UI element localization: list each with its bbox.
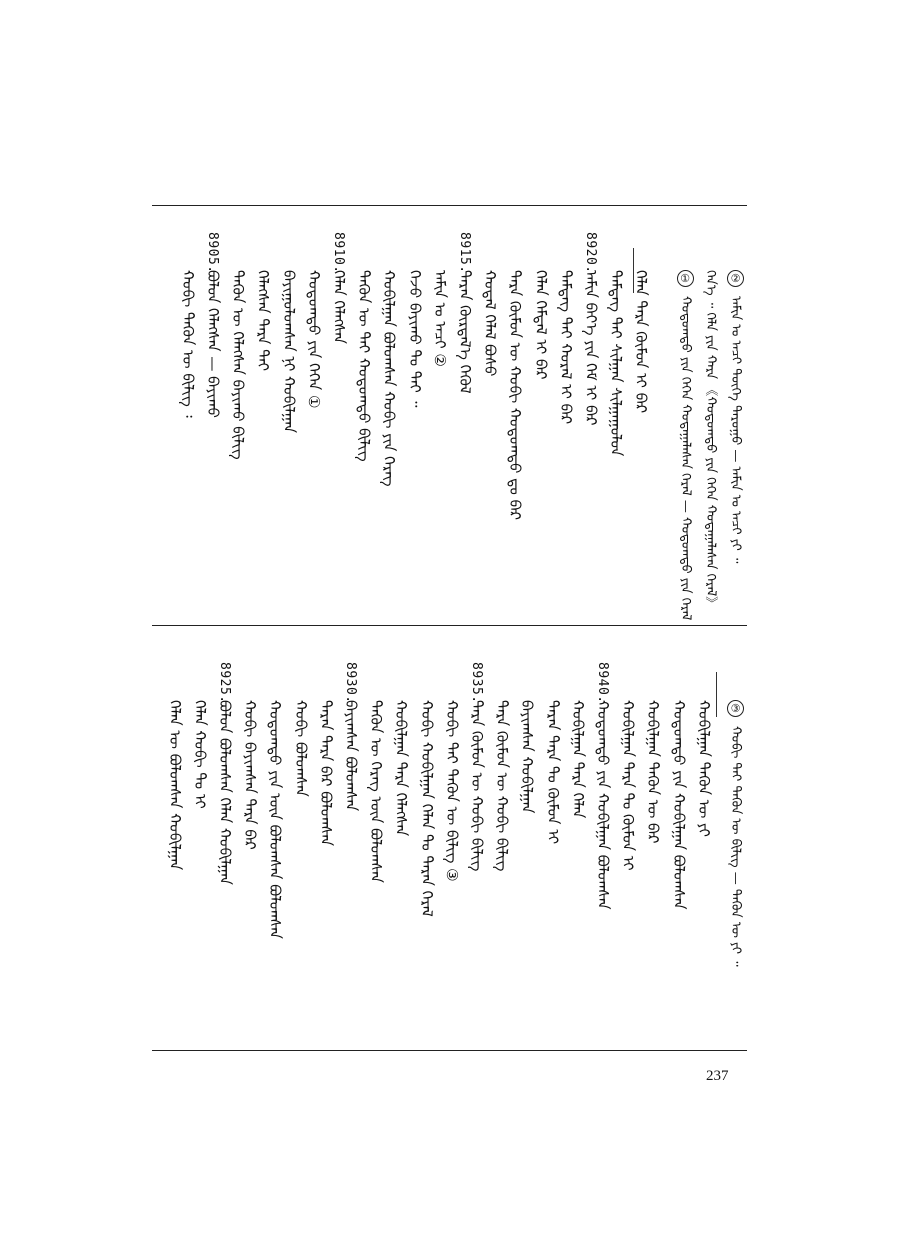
- verse-text: ᠬᠤᠪᠢᠯᠭᠠᠨ ᠲᠡᠷᠡ ᠲᠤ ᠬᠦᠮᠦᠨ ᠢ: [619, 700, 638, 871]
- verse-number: 8905.: [205, 232, 220, 274]
- verse-text: ᠬᠡᠯᠡᠨ ᠭᠡᠮᠲᠡᠯ ᠢ ᠪᠠᠷ: [531, 270, 550, 380]
- verse-text: ᠲᠡᠭᠦᠨ ᠦ ᠬᠡᠷᠡᠭ ᠦᠨ ᠪᠤᠯᠤᠭᠰᠠᠨ: [367, 700, 386, 883]
- verse-text: ᠲᠡᠷᠡ ᠬᠦᠮᠦᠨ ᠦ ᠬᠤᠪᠢ ᠪᠢᠯᠢᠭ: [468, 700, 486, 872]
- footnote-text: ᠠᠮᠢᠨ ᠤ ᠠᠴᠢ ᠲᠦᠭᠡ ᠳᠠᠷᠤᠭᠤ — ᠠᠮᠢᠨ ᠤ ᠠᠴᠢ ᠶᠢ ᠃: [728, 296, 743, 564]
- verse-text: ᠲᠡᠷᠡᠨ ᠲᠡᠷᠡ ᠪᠠᠷ ᠪᠤᠯᠤᠭᠰᠠᠨ: [316, 700, 335, 847]
- verse-text: ᠲᠡᠭᠦᠨ ᠦ ᠬᠡᠯᠡᠭᠰᠡᠨ ᠪᠠᠶᠢᠬᠤ ᠪᠢᠯᠢᠭ: [229, 270, 248, 460]
- footnote-text: ᠬᠤᠲᠤᠭᠲᠤ ᠶᠢᠨ ᠭᠡᠭᠡᠨ ᠬᠤᠲᠠᠭᠠᠯᠠᠰᠠᠨ ᠭᠡᠷᠡᠯ — ᠬᠤᠲᠤᠭᠲᠤ ᠶᠢᠨ ᠭᠡᠷᠡᠯ: [677, 296, 693, 621]
- verse-number: 8925.: [217, 662, 232, 704]
- verse-text: ᠬᠤᠲᠤᠭᠲᠤ ᠶᠢᠨ ᠭᠡᠭᠡᠨ ①: [304, 270, 323, 409]
- verse-text: ᠲᠡᠮᠳᠡᠭ ᠲᠡᠢ ᠰᠢᠯᠭᠠᠨ ᠰᠢᠯᠭᠠᠭᠤᠯᠤᠨ: [607, 270, 626, 457]
- verse-text: ᠬᠤᠲᠤᠭᠲᠤ ᠶᠢᠨ ᠬᠤᠪᠢᠯᠭᠠᠨ ᠪᠤᠯᠤᠭᠰᠠᠨ: [594, 700, 612, 910]
- verse-text: ᠬᠤᠪᠢᠯᠭᠠᠨ ᠪᠤᠯᠤᠭᠰᠠᠨ ᠬᠤᠪᠢ ᠶᠢᠨ ᠬᠡᠷᠡᠭ: [380, 270, 399, 487]
- middle-rule: [152, 625, 747, 626]
- verse-text: ᠲᠡᠮᠳᠡᠭ ᠲᠡᠢ ᠬᠤᠷᠠᠯ ᠢ ᠪᠠᠷ: [556, 270, 575, 425]
- verse-text: ᠬᠤᠳᠠᠯ ᠬᠡᠯᠡᠯ ᠪᠤᠰᠤ: [481, 270, 500, 377]
- verse-number: 8935.: [469, 662, 484, 704]
- verse-number: 8910.: [331, 232, 346, 274]
- verse-text: ᠬᠤᠲᠤᠭᠲᠤ ᠶᠢᠨ ᠬᠤᠪᠢᠯᠭᠠᠨ ᠪᠤᠯᠤᠭᠰᠠᠨ: [669, 700, 688, 910]
- verse-text: ᠬᠡᠯᠡᠨ ᠦ ᠪᠤᠯᠤᠭᠰᠠᠨ ᠬᠤᠪᠢᠯᠭᠠᠨ: [165, 700, 184, 871]
- verse-text: ᠲᠡᠷᠡᠨ ᠬᠦᠷᠲᠡᠯ᠎ᠡ ᠬᠡᠭᠦᠯ: [456, 270, 474, 394]
- page-number: 237: [706, 1068, 729, 1084]
- verse-text: ᠬᠤᠪᠢ ᠲᠡᠢ ᠲᠡᠭᠦᠨ ᠦ ᠪᠢᠯᠢᠭ ③: [442, 700, 461, 882]
- verse-text: ᠬᠤᠪᠢᠯᠭᠠᠨ ᠲᠡᠷᠡ ᠬᠡᠯᠡᠭᠰᠡᠨ: [392, 700, 411, 837]
- footnote-marker: ③: [727, 700, 744, 717]
- verse-text: ᠬᠡᠯᠡᠨ ᠬᠤᠪᠢ ᠲᠤ ᠢ: [190, 700, 209, 809]
- verse-text: ᠠᠮᠢᠨ ᠪᠡᠶ᠎ᠡ ᠶᠢᠨ ᠭᠡᠮ ᠢ ᠪᠠᠷ: [582, 270, 600, 426]
- verse-text: ᠲᠡᠭᠦᠨ ᠦ ᠲᠡᠢ ᠬᠤᠲᠤᠭᠲᠤ ᠪᠢᠯᠢᠭ: [355, 270, 374, 462]
- top-rule: [152, 205, 747, 206]
- footnote-text: ᠬᠤᠪᠢ ᠲᠡᠢ ᠲᠡᠭᠦᠨ ᠦ ᠪᠢᠯᠢᠭ — ᠲᠡᠭᠦᠨ ᠦ ᠶᠢ ᠃: [728, 726, 743, 967]
- verse-text: ᠪᠤᠯᠤᠨ ᠬᠡᠯᠡᠭᠰᠡᠨ — ᠪᠠᠶᠢᠬᠤ: [204, 270, 222, 418]
- verse-text: ᠪᠤᠯᠤᠨ ᠪᠤᠯᠤᠭᠰᠠᠨ ᠬᠡᠯᠡᠨ ᠬᠤᠪᠢᠯᠭᠠᠨ: [216, 700, 234, 885]
- verse-text: ᠬᠤᠪᠢ ᠲᠡᠭᠦᠨ ᠦ ᠪᠢᠯᠢᠭ ᠄: [178, 270, 197, 418]
- footnote-text: ᠭᠡᠨ᠎ᠡ ᠃ ᠬᠡᠯᠡ ᠶᠢᠨ ᠬᠠᠷᠠ 《ᠬᠤᠲᠤᠭᠲᠤ ᠶᠢᠨ ᠭᠡᠭᠡᠨ ᠬᠤᠲᠠᠭᠠᠯᠠᠰᠠᠨ ᠭᠡᠷᠡᠯ》: [702, 270, 718, 610]
- verse-text: ᠲᠡᠷᠡᠨ ᠲᠡᠷᠡ ᠲᠤ ᠬᠦᠮᠦᠨ ᠢ: [543, 700, 562, 845]
- verse-text: ᠪᠠᠶᠢᠭᠰᠠᠨ ᠬᠤᠪᠢᠯᠭᠠᠨ: [518, 700, 537, 814]
- verse-text: ᠪᠠᠶᠢᠭᠰᠠᠨ ᠪᠤᠯᠤᠭᠰᠠᠨ: [342, 700, 360, 812]
- verse-text: ᠬᠤᠲᠤᠭᠲᠤ ᠶᠢᠨ ᠦᠨ ᠪᠤᠯᠤᠭᠰᠠᠨ ᠪᠤᠯᠤᠭᠰᠠᠨ: [266, 700, 285, 939]
- verse-text: ᠲᠡᠷᠡ ᠬᠦᠮᠦᠨ ᠦ ᠬᠤᠪᠢ ᠪᠢᠯᠢᠭ: [493, 700, 512, 872]
- verse-number: 8915.: [457, 232, 472, 274]
- verse-number: 8920.: [583, 232, 598, 274]
- verse-text: ᠬᠤᠪᠢ ᠬᠤᠪᠢᠯᠭᠠᠨ ᠬᠡᠯᠡᠨ ᠲᠤ ᠲᠡᠷᠡᠨ ᠭᠡᠷᠡᠯ: [417, 700, 436, 917]
- verse-text: ᠪᠠᠶᠢᠭᠤᠯᠤᠭᠰᠠᠨ ᠨᠢ ᠬᠤᠪᠢᠯᠭᠠᠨ: [279, 270, 298, 434]
- verse-text: ᠲᠡᠷᠡ ᠬᠦᠮᠦᠨ ᠦ ᠬᠤᠪᠢ ᠬᠤᠲᠤᠭᠲᠤ ᠳᠤ ᠪᠠᠷ: [506, 270, 525, 521]
- bottom-rule: [152, 1050, 747, 1051]
- verse-text: ᠬᠤᠪᠢ ᠪᠠᠶᠢᠭᠰᠠᠨ ᠲᠡᠷᠡ ᠪᠠᠷ: [241, 700, 260, 850]
- verse-text: ᠠᠮᠢᠨ ᠤ ᠠᠴᠢ ②: [430, 270, 449, 367]
- footnote-marker: ②: [727, 270, 744, 287]
- verse-text: ᠬᠡᠯᠡᠨ ᠬᠡᠯᠡᠭᠰᠡᠨ: [330, 270, 348, 344]
- verse-number: 8930.: [343, 662, 358, 704]
- verse-text: ᠭᠡᠵᠦ ᠪᠠᠶᠢᠬᠤ ᠲᠤ ᠲᠡᠢ ᠃: [405, 270, 424, 408]
- verse-text: ᠬᠤᠪᠢᠯᠭᠠᠨ ᠲᠡᠭᠦᠨ ᠦ ᠶᠢ: [694, 700, 713, 837]
- verse-number: 8940.: [595, 662, 610, 704]
- footnote-marker: ①: [677, 270, 694, 287]
- verse-text: ᠬᠤᠪᠢᠯᠭᠠᠨ ᠲᠡᠭᠦᠨ ᠦ ᠪᠠᠷ: [644, 700, 663, 844]
- verse-text: ᠬᠤᠪᠢᠯᠭᠠᠨ ᠲᠡᠷᠡ ᠬᠡᠯᠡᠨ: [568, 700, 587, 819]
- verse-text: ᠬᠡᠯᠡᠨ ᠲᠡᠷᠡ ᠬᠦᠮᠦᠨ ᠢ ᠪᠠᠷ: [632, 270, 651, 414]
- verse-text: ᠬᠤᠪᠢ ᠪᠤᠯᠤᠭᠰᠠᠨ: [291, 700, 310, 797]
- verse-text: ᠬᠡᠯᠡᠭᠰᠡᠨ ᠲᠡᠷᠡ ᠲᠡᠢ: [254, 270, 273, 372]
